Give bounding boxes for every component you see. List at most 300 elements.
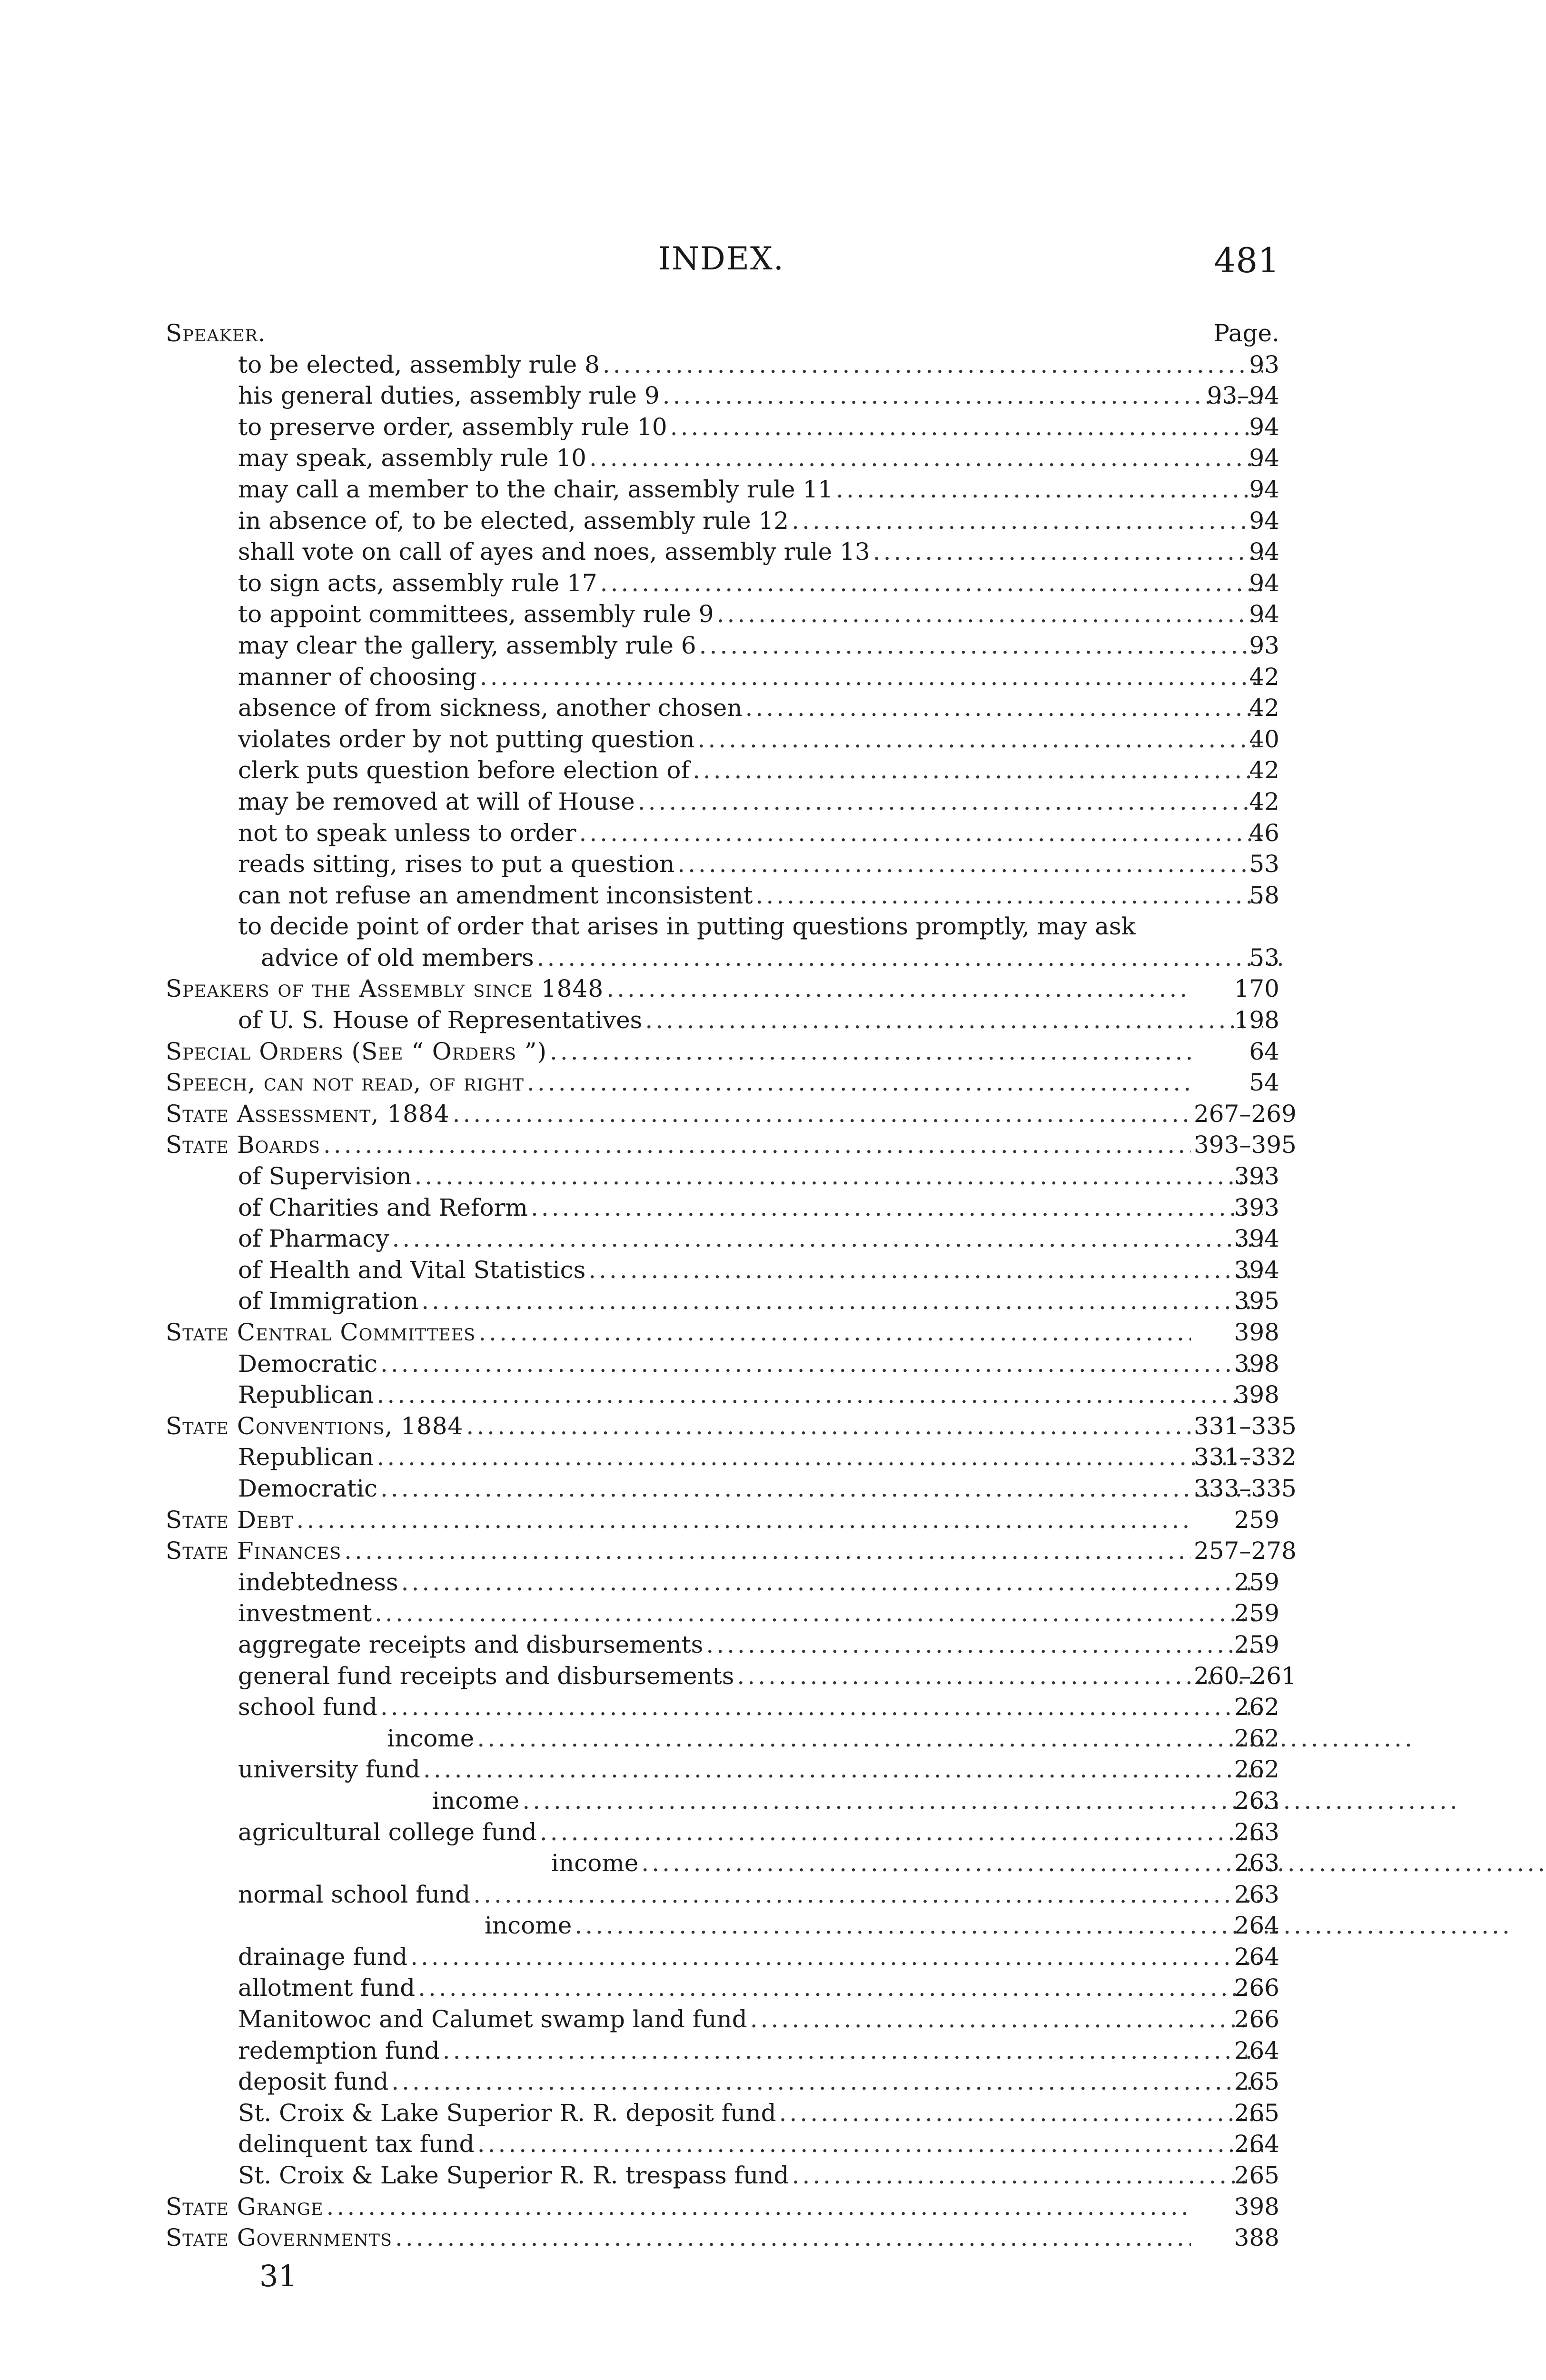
page-reference: 54 bbox=[1249, 1069, 1279, 1097]
page-reference: Page. bbox=[1213, 319, 1279, 347]
entry-text: Speaker. bbox=[166, 319, 266, 347]
index-entry bbox=[166, 2035, 1279, 2067]
page-reference: 266 bbox=[1234, 1974, 1279, 2002]
entry-text: in absence of, to be elected, assembly rule 12 bbox=[238, 506, 789, 535]
entry-text: of Supervision bbox=[238, 1162, 412, 1190]
index-entry bbox=[166, 1692, 1279, 1723]
entry-leader bbox=[166, 1910, 1513, 1942]
page-reference: 263 bbox=[1234, 1786, 1279, 1815]
dot-leader bbox=[579, 818, 1263, 849]
entry-leader bbox=[166, 1754, 1266, 1785]
dot-leader bbox=[377, 1442, 1263, 1473]
dot-leader bbox=[745, 693, 1263, 724]
page-reference: 259 bbox=[1234, 1599, 1279, 1627]
entry-text: redemption fund bbox=[238, 2036, 440, 2064]
entry-text: school fund bbox=[238, 1693, 377, 1721]
page-reference: 398 bbox=[1234, 1319, 1279, 1346]
entry-leader bbox=[166, 1536, 1194, 1567]
index-entry bbox=[166, 1973, 1279, 2004]
dot-leader bbox=[395, 2222, 1191, 2254]
dot-leader bbox=[600, 568, 1263, 599]
entry-text: of Health and Vital Statistics bbox=[238, 1256, 586, 1284]
entry-text: may speak, assembly rule 10 bbox=[238, 444, 586, 472]
index-entry bbox=[166, 599, 1279, 630]
page-reference: 263 bbox=[1234, 1818, 1279, 1846]
index-entry bbox=[166, 1192, 1279, 1224]
entry-leader bbox=[166, 1661, 1266, 1692]
index-entry bbox=[166, 1817, 1279, 1848]
index-heading bbox=[166, 2222, 1279, 2254]
entry-leader bbox=[166, 1411, 1194, 1442]
page-reference: 264 bbox=[1234, 2036, 1279, 2064]
page-reference: 93 bbox=[1249, 631, 1279, 659]
entry-leader bbox=[166, 880, 1266, 912]
dot-leader bbox=[750, 2004, 1263, 2035]
page-reference: 333–335 bbox=[1194, 1474, 1297, 1502]
page-reference: 264 bbox=[1234, 1943, 1279, 1971]
entry-text: income bbox=[432, 1786, 520, 1815]
page-reference: 93–94 bbox=[1207, 382, 1279, 410]
entry-text: State Finances bbox=[166, 1537, 342, 1565]
entry-text: Manitowoc and Calumet swamp land fund bbox=[238, 2005, 747, 2033]
index-entry bbox=[166, 1379, 1279, 1411]
dot-leader bbox=[478, 1317, 1191, 1349]
index-entry bbox=[166, 380, 1279, 412]
entry-leader bbox=[166, 1255, 1266, 1286]
entry-leader bbox=[166, 1099, 1194, 1130]
index-entry bbox=[166, 2160, 1279, 2192]
page-reference: 264 bbox=[1234, 2130, 1279, 2158]
index-entry bbox=[166, 1255, 1279, 1286]
entry-text: can not refuse an amendment inconsistent bbox=[238, 881, 753, 909]
dot-leader bbox=[410, 1942, 1263, 1973]
page-reference: 42 bbox=[1249, 756, 1279, 784]
index-entry bbox=[166, 2004, 1279, 2035]
entry-text: to preserve order, assembly rule 10 bbox=[238, 413, 667, 441]
dot-leader bbox=[401, 1567, 1263, 1598]
entry-text: Republican bbox=[238, 1381, 374, 1409]
page-reference: 94 bbox=[1249, 600, 1279, 628]
entry-leader bbox=[166, 568, 1266, 599]
index-entry bbox=[166, 1848, 1279, 1879]
index-entry bbox=[166, 1567, 1279, 1598]
dot-leader bbox=[641, 1848, 1546, 1879]
entry-text: to appoint committees, assembly rule 9 bbox=[238, 600, 714, 628]
entry-leader bbox=[166, 662, 1266, 693]
entry-leader bbox=[166, 1067, 1194, 1099]
page-number: 481 bbox=[1214, 240, 1279, 280]
entry-text: Democratic bbox=[238, 1349, 377, 1378]
dot-leader bbox=[588, 1255, 1263, 1286]
dot-leader bbox=[540, 1817, 1263, 1848]
page-reference: 53 bbox=[1249, 943, 1279, 972]
entry-leader bbox=[166, 2160, 1266, 2192]
entry-leader bbox=[166, 1192, 1266, 1224]
entry-leader bbox=[166, 2066, 1266, 2098]
entry-text: State Boards bbox=[166, 1131, 320, 1159]
page-reference: 259 bbox=[1234, 1630, 1279, 1658]
index-entry bbox=[166, 474, 1279, 506]
page-reference: 262 bbox=[1234, 1755, 1279, 1784]
entry-leader bbox=[166, 942, 1289, 974]
index-entry bbox=[166, 942, 1279, 974]
entry-leader bbox=[166, 1349, 1266, 1380]
entry-text: manner of choosing bbox=[238, 663, 477, 691]
index-entry bbox=[166, 1161, 1279, 1192]
dot-leader bbox=[699, 630, 1263, 662]
dot-leader bbox=[550, 1036, 1191, 1068]
dot-leader bbox=[453, 1099, 1191, 1130]
page-reference: 393 bbox=[1234, 1193, 1279, 1221]
dot-leader bbox=[527, 1067, 1191, 1099]
page-reference: 394 bbox=[1234, 1256, 1279, 1284]
dot-leader bbox=[327, 2192, 1191, 2223]
entry-text: general fund receipts and disbursements bbox=[238, 1662, 734, 1690]
entry-leader bbox=[166, 693, 1266, 724]
entry-text: income bbox=[551, 1849, 639, 1877]
dot-leader bbox=[423, 1754, 1263, 1785]
index-entry bbox=[166, 1910, 1279, 1942]
page-reference: 170 bbox=[1234, 975, 1279, 1003]
page-reference: 42 bbox=[1249, 663, 1279, 691]
page-reference: 46 bbox=[1249, 819, 1279, 847]
entry-leader bbox=[166, 1379, 1266, 1411]
page-reference: 42 bbox=[1249, 787, 1279, 815]
page-reference: 64 bbox=[1249, 1037, 1279, 1065]
entry-leader bbox=[166, 380, 1266, 412]
index-heading bbox=[166, 1099, 1297, 1130]
index-entry bbox=[166, 412, 1279, 443]
index-entry bbox=[166, 630, 1279, 662]
entry-text: State Central Committees bbox=[166, 1319, 476, 1346]
page-reference: 94 bbox=[1249, 413, 1279, 441]
entry-leader bbox=[166, 911, 1266, 942]
page-reference: 265 bbox=[1234, 2162, 1279, 2190]
dot-leader bbox=[670, 412, 1263, 443]
dot-leader bbox=[466, 1411, 1191, 1442]
index-list bbox=[166, 318, 1297, 2254]
page-reference: 398 bbox=[1234, 1349, 1279, 1378]
dot-leader bbox=[323, 1130, 1191, 1161]
page-reference: 93 bbox=[1249, 350, 1279, 378]
dot-leader bbox=[380, 1692, 1263, 1723]
index-entry bbox=[166, 1473, 1297, 1505]
entry-text: income bbox=[387, 1724, 475, 1752]
dot-leader bbox=[603, 349, 1263, 381]
page-reference: 263 bbox=[1234, 1849, 1279, 1877]
dot-leader bbox=[531, 1192, 1263, 1224]
index-entry bbox=[166, 911, 1279, 942]
page-reference: 331–335 bbox=[1194, 1412, 1297, 1440]
dot-leader bbox=[443, 2035, 1263, 2067]
entry-leader bbox=[166, 1130, 1194, 1161]
index-entry bbox=[166, 349, 1279, 381]
index-entry bbox=[166, 693, 1279, 724]
page-reference: 398 bbox=[1234, 2192, 1279, 2221]
entry-leader bbox=[166, 1848, 1546, 1879]
page-reference: 331–332 bbox=[1194, 1443, 1297, 1471]
index-entry bbox=[166, 849, 1279, 880]
index-entry bbox=[166, 1223, 1279, 1255]
index-heading bbox=[166, 1036, 1279, 1068]
page-reference: 388 bbox=[1234, 2224, 1279, 2252]
dot-leader bbox=[473, 1879, 1263, 1911]
index-entry bbox=[166, 818, 1279, 849]
entry-leader bbox=[166, 2222, 1194, 2254]
entry-text: of Immigration bbox=[238, 1287, 419, 1315]
dot-leader bbox=[589, 443, 1263, 474]
index-entry bbox=[166, 1879, 1279, 1911]
entry-text: income bbox=[485, 1912, 572, 1940]
index-heading bbox=[166, 973, 1279, 1005]
dot-leader bbox=[421, 1286, 1263, 1317]
page-reference: 94 bbox=[1249, 569, 1279, 597]
dot-leader bbox=[677, 849, 1263, 880]
entry-leader bbox=[166, 349, 1266, 381]
index-entry bbox=[166, 1661, 1297, 1692]
page-reference: 260–261 bbox=[1194, 1662, 1297, 1690]
entry-text: State Grange bbox=[166, 2192, 324, 2221]
index-entry bbox=[166, 1942, 1279, 1973]
page-reference: 198 bbox=[1234, 1006, 1279, 1034]
entry-leader bbox=[166, 818, 1266, 849]
entry-text: shall vote on call of ayes and noes, assembly rule 13 bbox=[238, 538, 870, 566]
dot-leader bbox=[344, 1536, 1191, 1567]
entry-text: St. Croix & Lake Superior R. R. trespass fund bbox=[238, 2162, 789, 2190]
entry-leader bbox=[166, 1879, 1266, 1911]
entry-leader bbox=[166, 2035, 1266, 2067]
entry-leader bbox=[166, 1598, 1266, 1629]
page-reference: 263 bbox=[1234, 1880, 1279, 1908]
entry-text: Democratic bbox=[238, 1474, 377, 1502]
dot-leader bbox=[375, 1598, 1263, 1629]
dot-leader bbox=[480, 662, 1263, 693]
index-heading bbox=[166, 1536, 1297, 1567]
entry-leader bbox=[166, 755, 1266, 786]
dot-leader bbox=[638, 786, 1263, 818]
dot-leader bbox=[737, 1661, 1263, 1692]
entry-text: university fund bbox=[238, 1755, 420, 1784]
entry-leader bbox=[166, 599, 1266, 630]
entry-text: aggregate receipts and disbursements bbox=[238, 1630, 704, 1658]
entry-text: State Governments bbox=[166, 2224, 392, 2252]
index-entry bbox=[166, 662, 1279, 693]
index-entry bbox=[166, 536, 1279, 568]
entry-text: indebtedness bbox=[238, 1568, 398, 1596]
entry-leader bbox=[166, 2098, 1266, 2129]
entry-text: may clear the gallery, assembly rule 6 bbox=[238, 631, 696, 659]
dot-leader bbox=[792, 506, 1263, 537]
page-reference: 265 bbox=[1234, 2068, 1279, 2096]
dot-leader bbox=[606, 973, 1191, 1005]
page-reference: 257–278 bbox=[1194, 1537, 1297, 1565]
entry-leader bbox=[166, 1473, 1266, 1505]
page-reference: 94 bbox=[1249, 475, 1279, 503]
index-heading bbox=[166, 1067, 1279, 1099]
entry-text: absence of from sickness, another chosen bbox=[238, 694, 743, 722]
page-reference: 262 bbox=[1234, 1693, 1279, 1721]
entry-text: State Debt bbox=[166, 1506, 294, 1534]
page-reference: 266 bbox=[1234, 2005, 1279, 2033]
entry-leader bbox=[166, 506, 1266, 537]
index-entry bbox=[166, 443, 1279, 474]
entry-text: of U. S. House of Representatives bbox=[238, 1006, 643, 1034]
entry-text: delinquent tax fund bbox=[238, 2130, 475, 2158]
index-entry bbox=[166, 568, 1279, 599]
entry-leader bbox=[166, 2192, 1194, 2223]
entry-leader bbox=[166, 973, 1194, 1005]
entry-text: to sign acts, assembly rule 17 bbox=[238, 569, 597, 597]
entry-leader bbox=[166, 1692, 1266, 1723]
entry-leader bbox=[166, 2004, 1266, 2035]
entry-text: violates order by not putting question bbox=[238, 725, 695, 753]
page-title: INDEX. bbox=[658, 240, 784, 277]
index-entry bbox=[166, 1785, 1279, 1817]
page-reference: 94 bbox=[1249, 444, 1279, 472]
entry-text: normal school fund bbox=[238, 1880, 471, 1908]
dot-leader bbox=[477, 2129, 1263, 2160]
index-entry bbox=[166, 2066, 1279, 2098]
page-reference: 58 bbox=[1249, 881, 1279, 909]
index-entry bbox=[166, 2129, 1279, 2160]
dot-leader bbox=[575, 1910, 1510, 1942]
entry-leader bbox=[166, 849, 1266, 880]
dot-leader bbox=[779, 2098, 1263, 2129]
dot-leader bbox=[693, 755, 1263, 786]
entry-text: drainage fund bbox=[238, 1943, 408, 1971]
entry-text: deposit fund bbox=[238, 2068, 389, 2096]
dot-leader bbox=[392, 1223, 1263, 1255]
page-reference: 393–395 bbox=[1194, 1131, 1297, 1159]
index-heading bbox=[166, 1130, 1297, 1161]
page-reference: 398 bbox=[1234, 1381, 1279, 1409]
entry-text: may call a member to the chair, assembly rule 11 bbox=[238, 475, 833, 503]
dot-leader bbox=[706, 1629, 1263, 1661]
entry-text: Republican bbox=[238, 1443, 374, 1471]
dot-leader bbox=[522, 1785, 1457, 1817]
entry-leader bbox=[166, 1942, 1266, 1973]
page-reference: 94 bbox=[1249, 538, 1279, 566]
entry-text: may be removed at will of House bbox=[238, 787, 635, 815]
entry-text: his general duties, assembly rule 9 bbox=[238, 382, 660, 410]
index-entry bbox=[166, 1754, 1279, 1785]
index-entry bbox=[166, 724, 1279, 755]
page-reference: 262 bbox=[1234, 1724, 1279, 1752]
dot-leader bbox=[377, 1379, 1263, 1411]
dot-leader bbox=[792, 2160, 1263, 2192]
entry-leader bbox=[166, 1286, 1266, 1317]
entry-text: not to speak unless to order bbox=[238, 819, 576, 847]
entry-text: of Charities and Reform bbox=[238, 1193, 528, 1221]
entry-text: reads sitting, rises to put a question bbox=[238, 850, 675, 878]
index-entry bbox=[166, 755, 1279, 786]
entry-text: investment bbox=[238, 1599, 372, 1627]
page-reference: 42 bbox=[1249, 694, 1279, 722]
entry-leader bbox=[166, 536, 1266, 568]
index-entry bbox=[166, 1349, 1279, 1380]
index-entry bbox=[166, 1723, 1279, 1755]
entry-leader bbox=[166, 1442, 1266, 1473]
index-heading bbox=[166, 318, 1279, 349]
dot-leader bbox=[645, 1005, 1263, 1036]
dot-leader bbox=[415, 1161, 1263, 1192]
entry-leader bbox=[166, 1505, 1194, 1536]
page-reference: 53 bbox=[1249, 850, 1279, 878]
entry-leader bbox=[166, 2129, 1266, 2160]
index-entry bbox=[166, 1629, 1279, 1661]
index-entry bbox=[166, 1598, 1279, 1629]
index-entry bbox=[166, 880, 1279, 912]
index-heading bbox=[166, 2192, 1279, 2223]
entry-text: Speakers of the Assembly since 1848 bbox=[166, 975, 604, 1003]
index-entry bbox=[166, 1286, 1279, 1317]
dot-leader bbox=[391, 2066, 1263, 2098]
entry-leader bbox=[166, 412, 1266, 443]
page-header bbox=[0, 240, 1546, 293]
entry-text: advice of old members bbox=[261, 943, 534, 972]
entry-leader bbox=[166, 1223, 1266, 1255]
entry-text: State Conventions, 1884 bbox=[166, 1412, 464, 1440]
index-entry bbox=[166, 1005, 1279, 1036]
entry-text: State Assessment, 1884 bbox=[166, 1100, 450, 1128]
page-reference: 40 bbox=[1249, 725, 1279, 753]
dot-leader bbox=[537, 942, 1286, 974]
page-reference: 395 bbox=[1234, 1287, 1279, 1315]
index-entry bbox=[166, 2098, 1279, 2129]
entry-text: clerk puts question before election of bbox=[238, 756, 690, 784]
index-entry bbox=[166, 506, 1279, 537]
entry-leader bbox=[166, 474, 1266, 506]
entry-leader bbox=[166, 443, 1266, 474]
page-reference: 265 bbox=[1234, 2099, 1279, 2127]
entry-text: Speech, can not read, of right bbox=[166, 1069, 525, 1097]
entry-leader bbox=[166, 318, 1194, 349]
entry-leader bbox=[166, 724, 1266, 755]
dot-leader bbox=[418, 1973, 1263, 2004]
entry-leader bbox=[166, 1567, 1266, 1598]
dot-leader bbox=[663, 380, 1263, 412]
index-heading bbox=[166, 1411, 1297, 1442]
entry-text: allotment fund bbox=[238, 1974, 416, 2002]
entry-leader bbox=[166, 1036, 1194, 1068]
index-heading bbox=[166, 1505, 1279, 1536]
dot-leader bbox=[755, 880, 1263, 912]
page-reference: 94 bbox=[1249, 506, 1279, 535]
entry-leader bbox=[166, 786, 1266, 818]
dot-leader bbox=[698, 724, 1263, 755]
index-entry bbox=[166, 1442, 1297, 1473]
page-reference: 393 bbox=[1234, 1162, 1279, 1190]
entry-leader bbox=[166, 1973, 1266, 2004]
entry-text: agricultural college fund bbox=[238, 1818, 537, 1846]
page-reference: 264 bbox=[1234, 1912, 1279, 1940]
index-entry bbox=[166, 786, 1279, 818]
dot-leader bbox=[380, 1349, 1263, 1380]
page-reference: 259 bbox=[1234, 1568, 1279, 1596]
dot-leader bbox=[717, 599, 1263, 630]
entry-leader bbox=[166, 630, 1266, 662]
signature-mark: 31 bbox=[259, 2259, 297, 2293]
entry-leader bbox=[166, 1317, 1194, 1349]
page-reference: 259 bbox=[1234, 1506, 1279, 1534]
entry-text: to be elected, assembly rule 8 bbox=[238, 350, 600, 378]
entry-leader bbox=[166, 1817, 1266, 1848]
entry-leader bbox=[166, 1005, 1266, 1036]
entry-text: of Pharmacy bbox=[238, 1225, 389, 1253]
entry-text: St. Croix & Lake Superior R. R. deposit fund bbox=[238, 2099, 776, 2127]
page-reference: 394 bbox=[1234, 1225, 1279, 1253]
entry-leader bbox=[166, 1161, 1266, 1192]
